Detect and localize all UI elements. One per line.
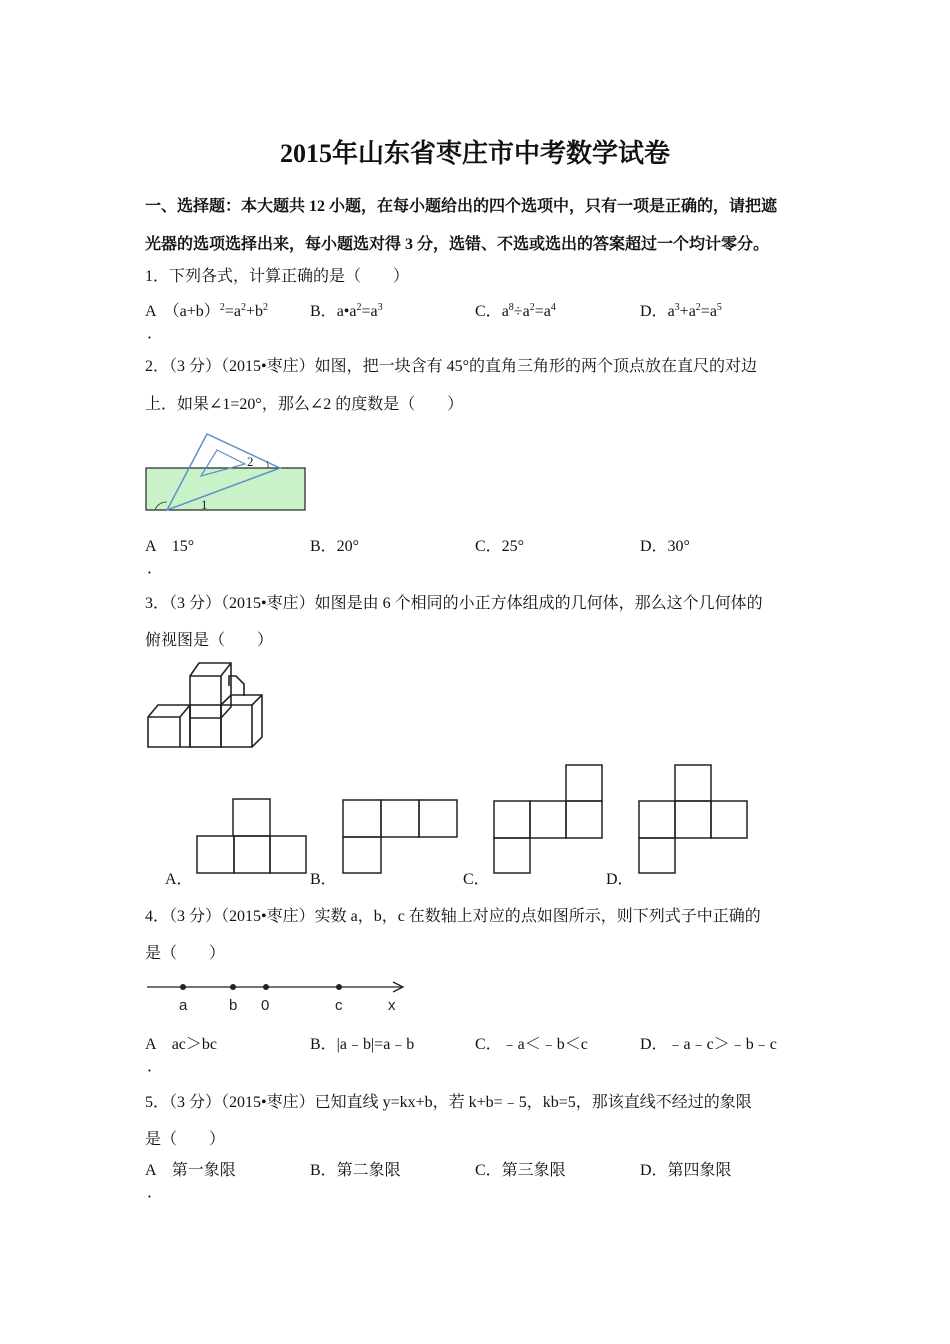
q4-option-a-value: ac＞bc <box>171 1036 217 1053</box>
q4-option-a-letter: A <box>145 1036 156 1053</box>
q4-stem-line2: 是（ ） <box>145 945 226 962</box>
section-heading-line1: 一、选择题：本大题共 12 小题，在每小题给出的四个选项中，只有一项是正确的，请把遮 <box>145 198 778 215</box>
q3-option-b-figure <box>342 799 460 875</box>
label-zero: 0 <box>261 997 270 1014</box>
q1-option-a-letter: A <box>145 303 156 320</box>
q3-stem-line1: 3．（3 分）（2015•枣庄）如图是由 6 个相同的小正方体组成的几何体，那么这个几何体的 <box>145 595 763 612</box>
q3-option-d-figure <box>638 764 750 874</box>
q5-option-a <box>145 1157 236 1180</box>
q3-option-b-label: B． <box>310 871 337 888</box>
point-a <box>180 984 186 990</box>
label-c: c <box>335 997 343 1014</box>
q2-option-b: B．20° <box>310 538 360 555</box>
q1-option-a-dot: ． <box>147 325 164 342</box>
q1-option-d: D．$a^3+a^2=a^5$ <box>640 302 722 320</box>
q5-option-a-letter: A <box>145 1162 156 1179</box>
q2-option-a-dot: ． <box>147 560 164 577</box>
q5-option-a-dot: ． <box>147 1184 164 1201</box>
q1-option-d-letter: D． <box>640 303 668 320</box>
q1-option-c-letter: C． <box>475 303 502 320</box>
q4-option-c: C．﹣a＜﹣b＜c <box>475 1036 588 1053</box>
point-c <box>336 984 342 990</box>
label-x: x <box>388 997 396 1014</box>
page-title: 2015年山东省枣庄市中考数学试卷 <box>279 139 670 168</box>
q3-option-c-label: C． <box>463 871 490 888</box>
q2-option-d: D．30° <box>640 538 690 555</box>
q2-option-a <box>145 533 194 556</box>
q3-cube-solid-figure <box>145 660 270 752</box>
q4-option-a-dot: ． <box>147 1058 164 1075</box>
label-b: b <box>229 997 238 1014</box>
q5-option-c: C．第三象限 <box>475 1162 566 1179</box>
q3-option-a-label: A． <box>165 871 193 888</box>
q5-option-a-value: 第一象限 <box>171 1162 236 1179</box>
point-zero <box>263 984 269 990</box>
q5-option-b: B．第二象限 <box>310 1162 401 1179</box>
q5-stem-line1: 5．（3 分）（2015•枣庄）已知直线 y=kx+b，若 k+b=﹣5，kb=5，那该直线不经过的象限 <box>145 1094 752 1111</box>
q1-option-c: C．$a^8\div a^2=a^4$ <box>475 302 556 320</box>
q2-option-a-value: 15° <box>171 538 195 555</box>
section-heading-line2: 光器的选项选择出来，每小题选对得 3 分，选错、不选或选出的答案超过一个均计零分。 <box>145 236 770 253</box>
q4-number-line <box>145 976 410 1016</box>
q4-option-d: D．﹣a﹣c＞﹣b﹣c <box>640 1036 777 1053</box>
q2-option-c: C．25° <box>475 538 525 555</box>
q4-option-a <box>145 1031 217 1054</box>
label-a: a <box>179 997 188 1014</box>
q4-option-b: B．|a﹣b|=a﹣b <box>310 1036 415 1053</box>
q2-stem-line1: 2．（3 分）（2015•枣庄）如图，把一块含有 45°的直角三角形的两个顶点放在直尺的对边 <box>145 358 758 375</box>
q1-stem: 1．下列各式，计算正确的是（ ） <box>145 268 410 285</box>
q3-option-d-label: D． <box>606 871 634 888</box>
q5-option-d: D．第四象限 <box>640 1162 732 1179</box>
q4-stem-line1: 4．（3 分）（2015•枣庄）实数 a，b，c 在数轴上对应的点如图所示，则下列式子中正确的 <box>145 908 761 925</box>
q2-option-a-letter: A <box>145 538 156 555</box>
q5-stem-line2: 是（ ） <box>145 1131 226 1148</box>
q3-stem-line2: 俯视图是（ ） <box>145 632 274 649</box>
q3-option-a-figure <box>196 798 308 874</box>
q1-option-a: A $(a+b)^2=a^2+b^2$ <box>145 302 268 320</box>
q2-stem-line2: 上．如果∠1=20°，那么∠2 的度数是（ ） <box>145 396 464 413</box>
angle-label-1: 1 <box>201 497 208 512</box>
q3-option-c-figure <box>493 764 605 874</box>
q1-option-b: B．$a•a^2=a^3$ <box>310 302 383 320</box>
angle-label-2: 2 <box>247 454 254 469</box>
q1-option-b-letter: B． <box>310 303 337 320</box>
point-b <box>230 984 236 990</box>
q2-ruler-triangle-figure <box>145 430 310 515</box>
